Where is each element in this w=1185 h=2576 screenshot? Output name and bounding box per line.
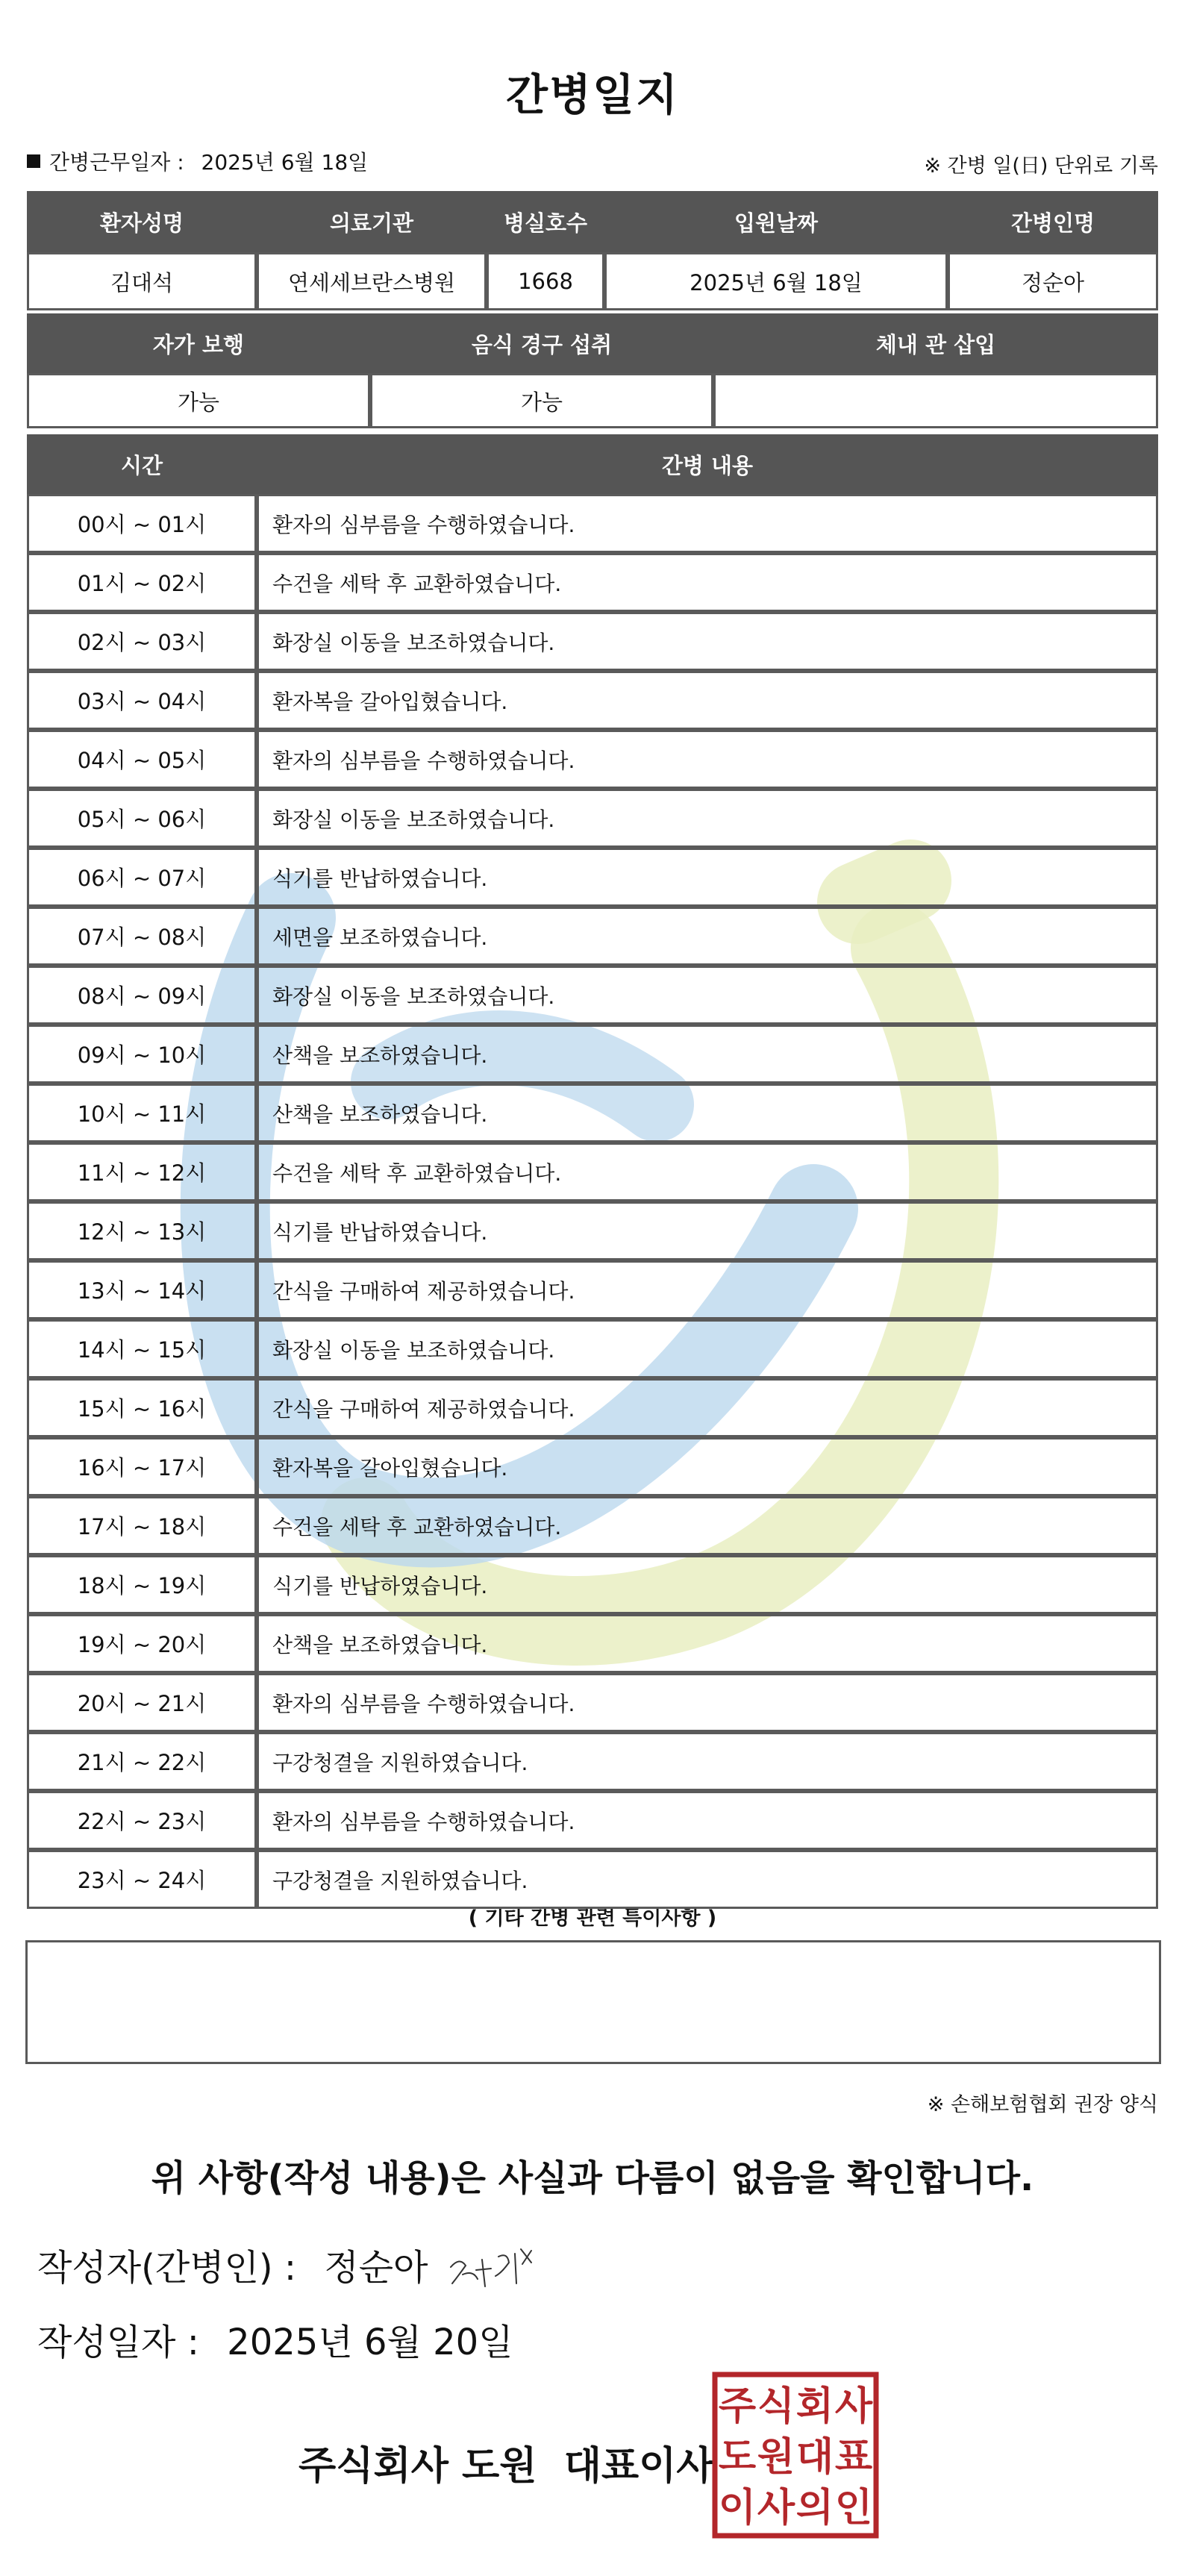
- header-oral-intake: 음식 경구 섭취: [370, 313, 713, 373]
- table-row: [27, 1084, 1158, 1142]
- table-row: [27, 1437, 1158, 1496]
- table-row: [27, 1260, 1158, 1319]
- table-row: [27, 494, 1158, 553]
- seal-char: 식: [757, 2384, 795, 2429]
- remarks-text: [28, 1942, 1159, 1966]
- remarks-title: ( 기타 간병 관련 특이사항 ): [468, 1907, 717, 1930]
- log-content: 환자의 심부름을 수행하였습니다.: [257, 1791, 1158, 1850]
- table-row: [27, 907, 1158, 966]
- log-content: 화장실 이동을 보조하였습니다.: [257, 1319, 1158, 1378]
- header-self-walking: 자가 보행: [27, 313, 370, 373]
- writer-row: [37, 2239, 428, 2290]
- seal-char: 주: [718, 2384, 757, 2429]
- patient-name: 김대석: [27, 252, 257, 310]
- log-time: 20시 ~ 21시: [27, 1673, 257, 1732]
- table-row: [27, 612, 1158, 671]
- seal-char: 회: [795, 2384, 834, 2429]
- self-walking-value: 가능: [27, 373, 370, 428]
- table-row: [27, 789, 1158, 848]
- table-row: [27, 1850, 1158, 1909]
- writer-label: 작성자(간병인) :: [37, 2247, 297, 2289]
- log-content: 간식을 구매하여 제공하였습니다.: [257, 1260, 1158, 1319]
- hospital-name: 연세세브란스병원: [257, 252, 487, 310]
- work-date-value: 2025년 6월 18일: [201, 150, 369, 175]
- work-date-row: [27, 146, 368, 176]
- log-time: 00시 ~ 01시: [27, 494, 257, 553]
- log-content: 환자의 심부름을 수행하였습니다.: [257, 730, 1158, 789]
- table-row: [27, 730, 1158, 789]
- log-time: 17시 ~ 18시: [27, 1496, 257, 1555]
- table-row: [27, 848, 1158, 907]
- page-title: 간병일지: [505, 69, 680, 120]
- log-time: 16시 ~ 17시: [27, 1437, 257, 1496]
- confirmation-statement: 위 사항(작성 내용)은 사실과 다름이 없음을 확인합니다.: [151, 2157, 1034, 2199]
- seal-char: 이: [718, 2486, 757, 2530]
- table-row: [27, 671, 1158, 730]
- write-date-label: 작성일자 :: [37, 2322, 199, 2363]
- work-date-label: 간병근무일자 :: [49, 150, 184, 175]
- patient-status-table: [27, 313, 1158, 428]
- square-bullet-icon: [27, 154, 40, 168]
- room-number: 1668: [487, 252, 604, 310]
- log-content: 수건을 세탁 후 교환하였습니다.: [257, 553, 1158, 612]
- log-time: 08시 ~ 09시: [27, 966, 257, 1025]
- seal-char: 표: [834, 2435, 873, 2480]
- log-content: 산책을 보조하였습니다.: [257, 1614, 1158, 1673]
- log-content: 식기를 반납하였습니다.: [257, 848, 1158, 907]
- log-time: 14시 ~ 15시: [27, 1319, 257, 1378]
- log-time: 09시 ~ 10시: [27, 1025, 257, 1084]
- log-content: 화장실 이동을 보조하였습니다.: [257, 612, 1158, 671]
- log-time: 18시 ~ 19시: [27, 1555, 257, 1614]
- seal-char: 인: [834, 2486, 873, 2530]
- header-tube-insertion: 체내 관 삽입: [713, 313, 1158, 373]
- record-unit-note: ※ 간병 일(日) 단위로 기록: [924, 154, 1158, 178]
- patient-info-table: [27, 191, 1158, 310]
- write-date-row: [37, 2313, 513, 2365]
- log-time: 10시 ~ 11시: [27, 1084, 257, 1142]
- table-row: [27, 1673, 1158, 1732]
- log-time: 05시 ~ 06시: [27, 789, 257, 848]
- log-content: 식기를 반납하였습니다.: [257, 1201, 1158, 1260]
- log-time: 11시 ~ 12시: [27, 1142, 257, 1201]
- header-caregiver-name: 간병인명: [948, 191, 1158, 252]
- log-time: 04시 ~ 05시: [27, 730, 257, 789]
- table-row: [27, 1732, 1158, 1791]
- company-seal-stamp: [712, 2372, 879, 2539]
- table-row: [27, 966, 1158, 1025]
- admission-date: 2025년 6월 18일: [604, 252, 948, 310]
- log-content: 수건을 세탁 후 교환하였습니다.: [257, 1496, 1158, 1555]
- table-row: [27, 1201, 1158, 1260]
- log-time: 03시 ~ 04시: [27, 671, 257, 730]
- header-care-content: 간병 내용: [257, 434, 1158, 494]
- log-content: 환자의 심부름을 수행하였습니다.: [257, 1673, 1158, 1732]
- writer-name: 정순아: [324, 2247, 428, 2289]
- log-time: 22시 ~ 23시: [27, 1791, 257, 1850]
- care-log-table: [27, 434, 1158, 1909]
- table-row: [27, 1555, 1158, 1614]
- seal-char: 도: [718, 2435, 757, 2480]
- seal-char: 대: [795, 2435, 834, 2480]
- care-log-rows: [27, 494, 1158, 1909]
- log-time: 19시 ~ 20시: [27, 1614, 257, 1673]
- log-content: 산책을 보조하였습니다.: [257, 1084, 1158, 1142]
- table-row: [27, 1791, 1158, 1850]
- log-content: 화장실 이동을 보조하였습니다.: [257, 789, 1158, 848]
- table-row: [27, 1319, 1158, 1378]
- log-content: 환자의 심부름을 수행하였습니다.: [257, 494, 1158, 553]
- header-hospital: 의료기관: [257, 191, 487, 252]
- log-content: 세면을 보조하였습니다.: [257, 907, 1158, 966]
- log-time: 06시 ~ 07시: [27, 848, 257, 907]
- caregiver-name: 정순아: [948, 252, 1158, 310]
- log-content: 산책을 보조하였습니다.: [257, 1025, 1158, 1084]
- log-time: 02시 ~ 03시: [27, 612, 257, 671]
- table-row: [27, 1142, 1158, 1201]
- table-row: [27, 1496, 1158, 1555]
- form-source-note: ※ 손해보험협회 권장 양식: [927, 2093, 1158, 2116]
- tube-insertion-value: [713, 373, 1158, 428]
- table-row: [27, 1378, 1158, 1437]
- log-time: 13시 ~ 14시: [27, 1260, 257, 1319]
- log-time: 01시 ~ 02시: [27, 553, 257, 612]
- table-row: [27, 1025, 1158, 1084]
- log-time: 07시 ~ 08시: [27, 907, 257, 966]
- seal-char: 사: [757, 2486, 795, 2530]
- seal-char: 의: [795, 2486, 834, 2530]
- log-content: 구강청결을 지원하였습니다.: [257, 1850, 1158, 1909]
- company-representative: 주식회사 도원 대표이사: [298, 2444, 714, 2489]
- seal-char: 원: [757, 2435, 795, 2480]
- log-time: 23시 ~ 24시: [27, 1850, 257, 1909]
- header-patient-name: 환자성명: [27, 191, 257, 252]
- header-admission-date: 입원날짜: [604, 191, 948, 252]
- header-room-number: 병실호수: [487, 191, 604, 252]
- log-content: 환자복을 갈아입혔습니다.: [257, 671, 1158, 730]
- table-row: [27, 553, 1158, 612]
- write-date-value: 2025년 6월 20일: [227, 2322, 513, 2363]
- table-row: [27, 1614, 1158, 1673]
- seal-char: 사: [834, 2384, 873, 2429]
- log-content: 화장실 이동을 보조하였습니다.: [257, 966, 1158, 1025]
- log-content: 환자복을 갈아입혔습니다.: [257, 1437, 1158, 1496]
- log-content: 수건을 세탁 후 교환하였습니다.: [257, 1142, 1158, 1201]
- log-time: 12시 ~ 13시: [27, 1201, 257, 1260]
- log-content: 식기를 반납하였습니다.: [257, 1555, 1158, 1614]
- handwritten-signature: [443, 2237, 578, 2297]
- log-time: 15시 ~ 16시: [27, 1378, 257, 1437]
- log-content: 간식을 구매하여 제공하였습니다.: [257, 1378, 1158, 1437]
- header-time: 시간: [27, 434, 257, 494]
- remarks-box: [25, 1940, 1161, 2064]
- oral-intake-value: 가능: [370, 373, 713, 428]
- log-content: 구강청결을 지원하였습니다.: [257, 1732, 1158, 1791]
- log-time: 21시 ~ 22시: [27, 1732, 257, 1791]
